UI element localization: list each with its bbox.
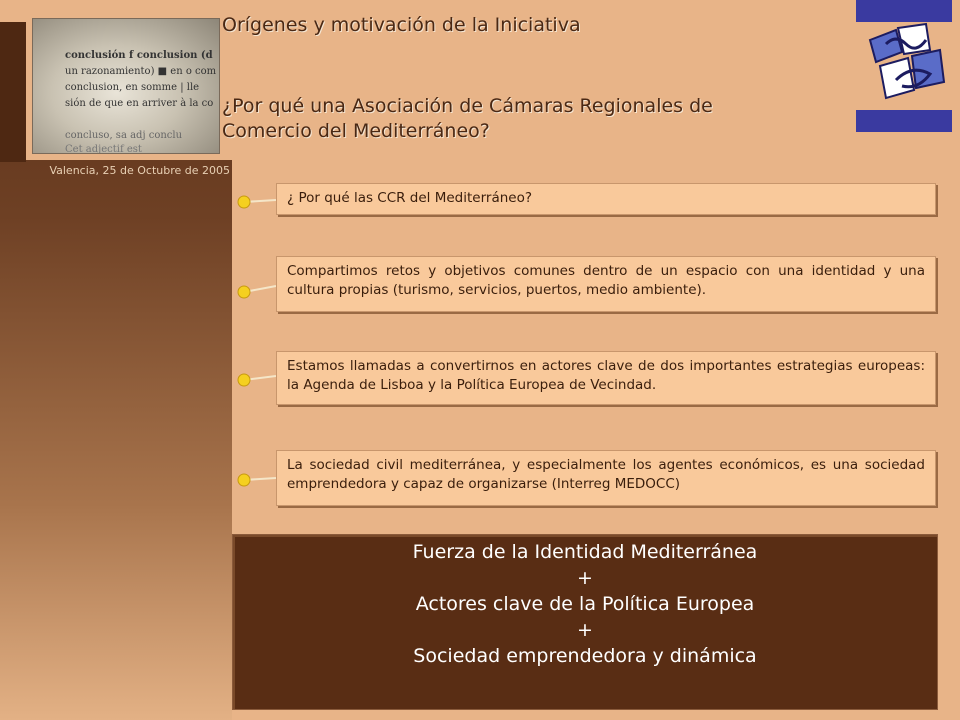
dictionary-photo (32, 18, 220, 154)
bullet-connector-icon (232, 468, 278, 492)
summary-plus: + (577, 619, 593, 641)
photo-line: sión de que en arriver à la co (65, 98, 214, 109)
bullet-connector-icon (232, 366, 278, 390)
bullet-box-identity: Compartimos retos y objetivos comunes dentro de un espacio con una identidad y una cultura propias (turismo, servicios, puertos, medio ambiente). (276, 256, 936, 312)
summary-line-identity: Fuerza de la Identidad Mediterránea (412, 541, 758, 563)
photo-line: un razonamiento) ■ en o com (65, 66, 217, 77)
summary-plus: + (577, 567, 593, 589)
page-title: Orígenes y motivación de la Iniciativa (222, 14, 581, 36)
bullet-box-civil-society: La sociedad civil mediterránea, y especialmente los agentes económicos, es una sociedad emprendedora y capaz de organizarse (Interreg MEDOCC) (276, 450, 936, 506)
photo-line: concluso, sa adj conclu (65, 130, 183, 141)
summary-line-actors: Actores clave de la Política Europea (415, 593, 755, 615)
photo-line: Cet adjectif est (65, 144, 142, 154)
bullet-connector-icon (232, 190, 278, 214)
bullet-box-question: ¿ Por qué las CCR del Mediterráneo? (276, 183, 936, 215)
photo-line: conclusion, en somme | lle (65, 82, 200, 93)
presentation-date: Valencia, 25 de Octubre de 2005 (49, 164, 230, 177)
bullet-box-actors: Estamos llamadas a convertirnos en actores clave de dos importantes estrategias europeas: la Agenda de Lisboa y la Política Europea de Vecindad. (276, 351, 936, 405)
bullet-connector-icon (232, 278, 278, 302)
photo-line: conclusión f conclusion (d (65, 50, 213, 61)
chamber-logo-icon (856, 0, 952, 132)
summary-box (232, 534, 938, 710)
dark-stripe (0, 22, 26, 162)
page-subtitle: ¿Por qué una Asociación de Cámaras Regionales de Comercio del Mediterráneo? (222, 95, 713, 142)
summary-line-society: Sociedad emprendedora y dinámica (413, 645, 757, 667)
